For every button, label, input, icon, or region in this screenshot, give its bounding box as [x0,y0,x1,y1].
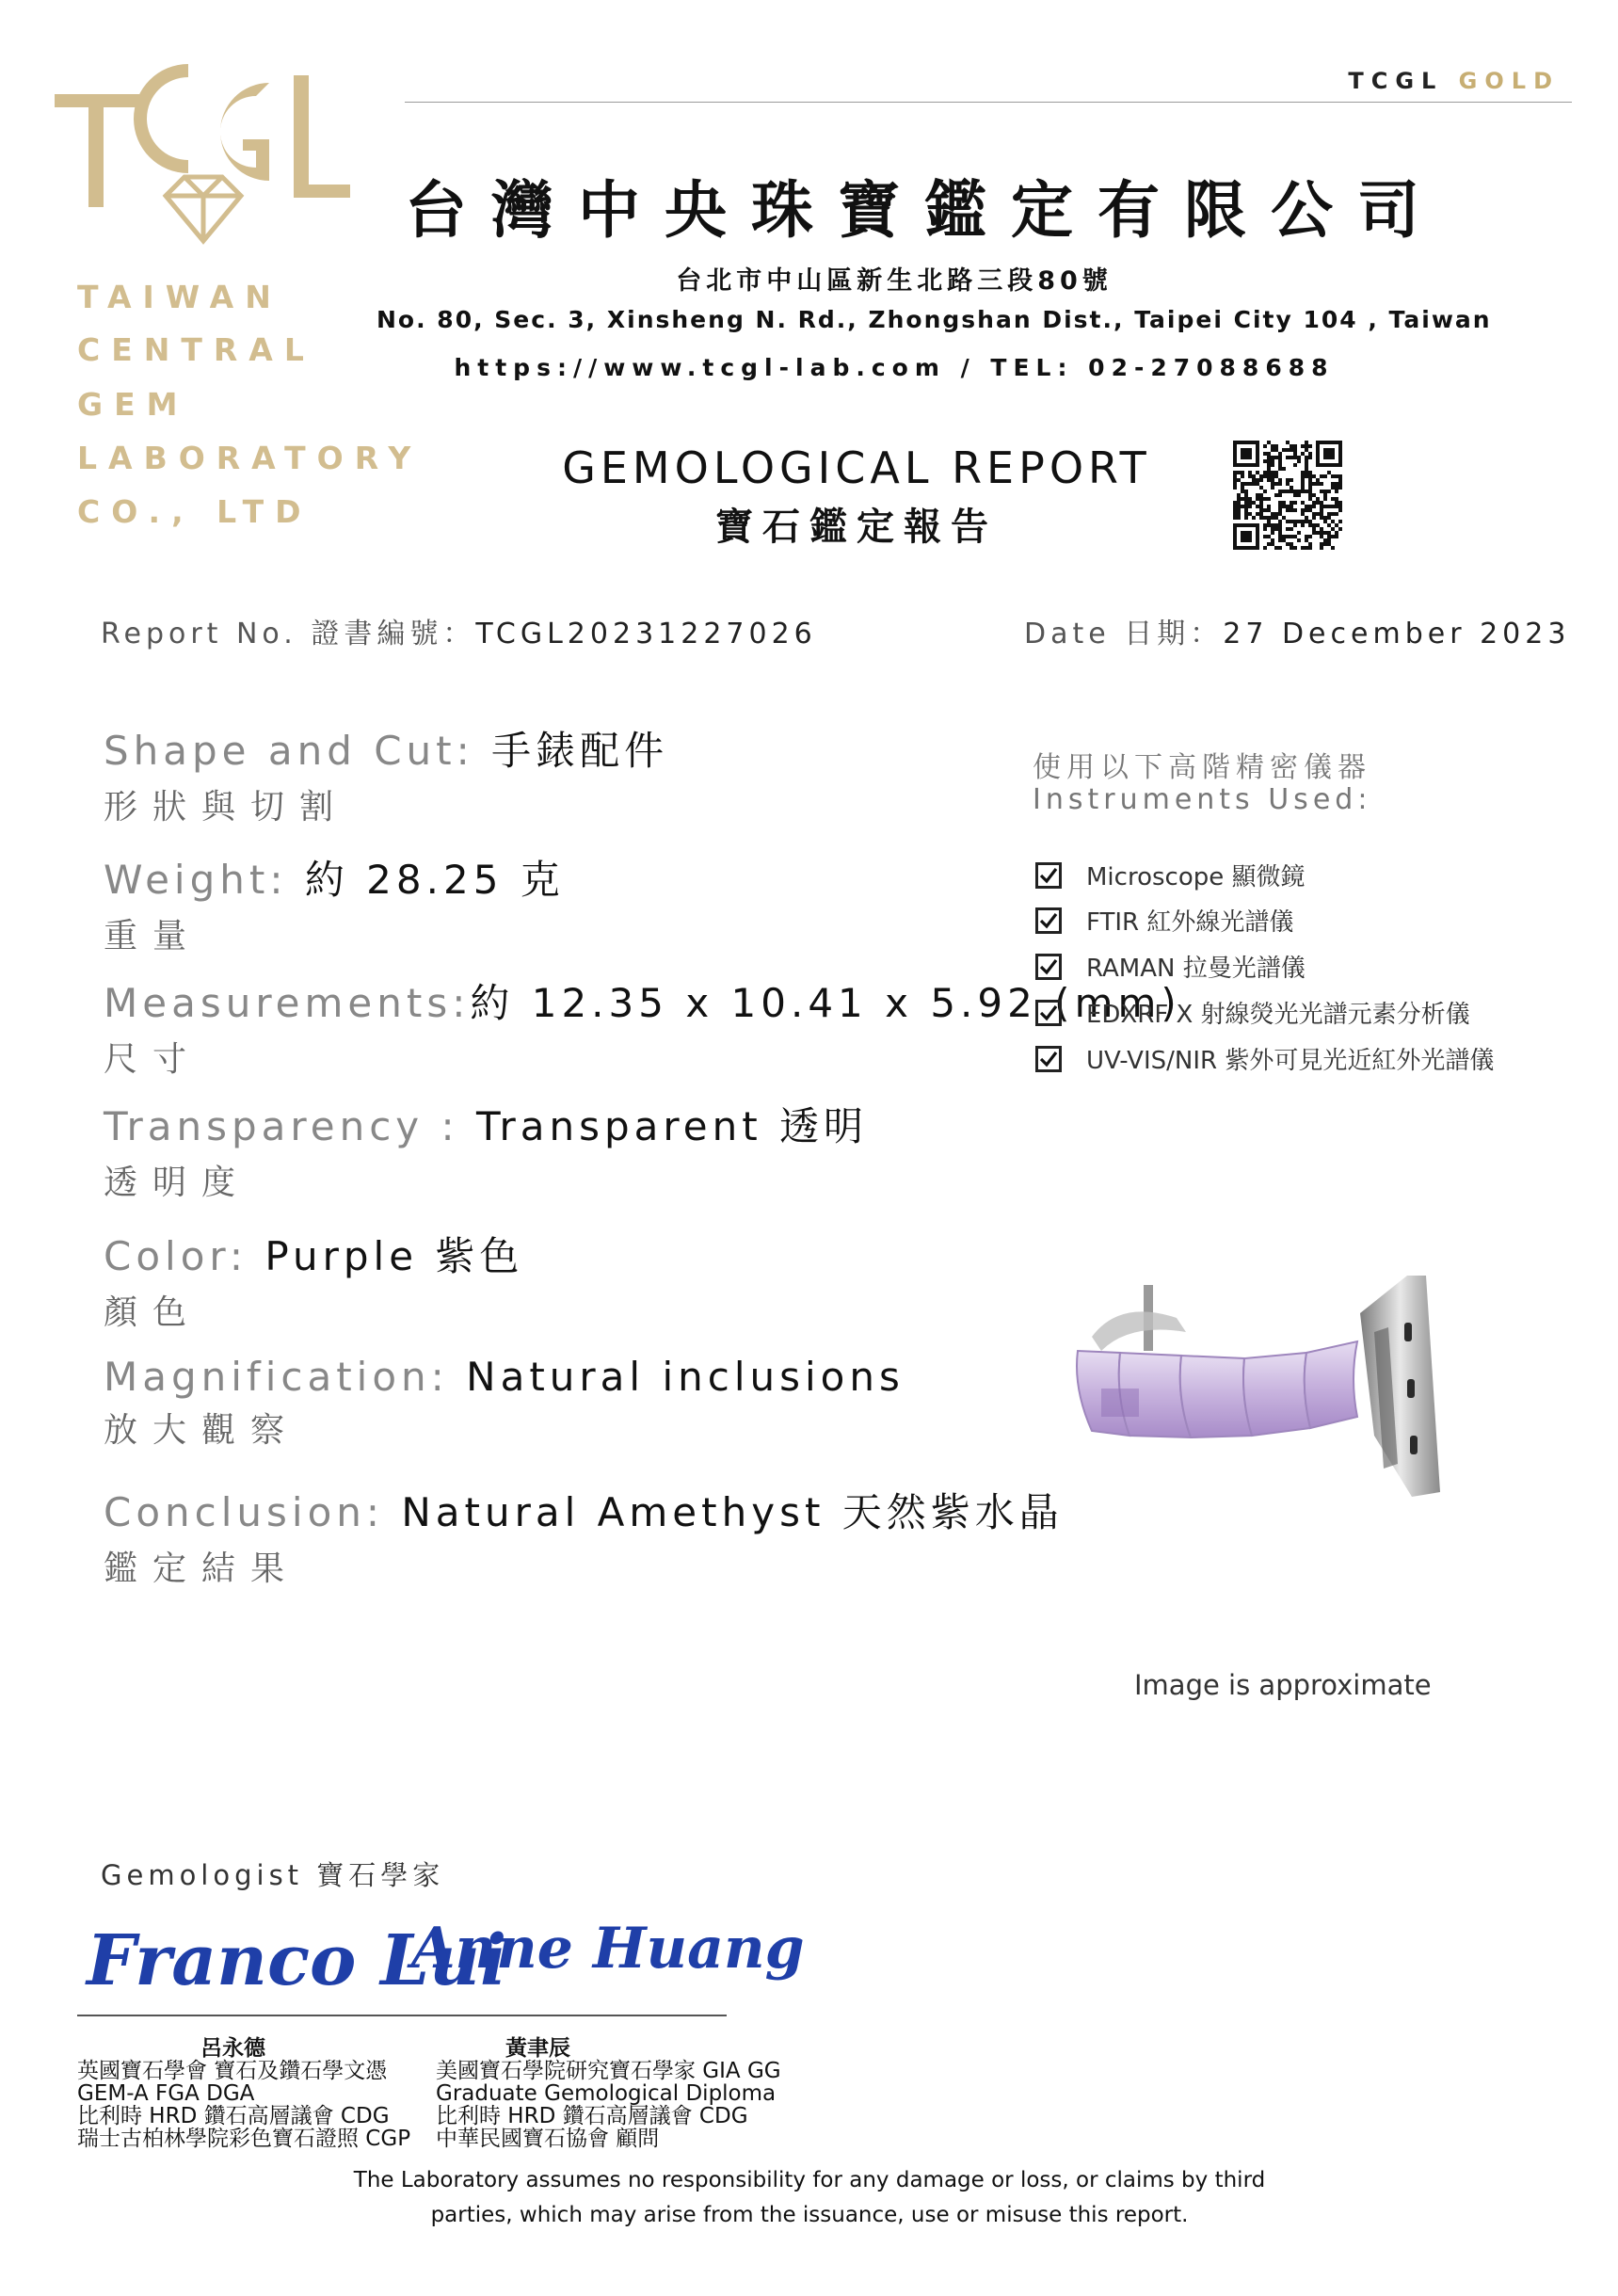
field-label: Weight: [104,857,305,903]
address-en: No. 80, Sec. 3, Xinsheng N. Rd., Zhongshan Dist., Taipei City 104 , Taiwan [376,306,1492,333]
field-label: Color: [104,1233,265,1279]
instrument-item [1035,949,1306,984]
field-value: Natural Amethyst 天然紫水晶 [401,1489,1064,1535]
credential-line: GEM-A FGA DGA [77,2081,255,2106]
checkbox-icon [1035,862,1062,889]
credential-line: 瑞士古柏林學院彩色寶石證照 CGP [77,2127,411,2151]
signer-credentials [77,2060,410,2150]
disclaimer-line: The Laboratory assumes no responsibility for any damage or loss, or claims by third [353,2168,1266,2192]
field-label-zh: 尺寸 [104,1040,202,1079]
report-number [101,610,817,651]
brand-tag-gold: GOLD [1458,68,1560,94]
field-label-zh: 重量 [104,917,202,955]
logo-line: CENTRAL [77,331,315,368]
field-label-zh: 放大觀察 [104,1411,300,1450]
field-weight [104,849,565,957]
instrument-label: FTIR 紅外線光譜儀 [1086,908,1294,937]
field-label-zh: 透明度 [104,1164,251,1202]
field-transparency [104,1096,868,1204]
report-date-value: 27 December 2023 [1223,618,1571,650]
signer-name: 黃聿辰 [505,2036,570,2061]
report-date [1024,610,1570,651]
field-label-zh: 鑑定結果 [104,1549,300,1588]
instrument-label: Microscope 顯微鏡 [1086,863,1306,891]
signer-name: 呂永德 [200,2036,265,2061]
header-rule [405,102,1572,103]
credential-line: 中華民國寶石協會 顧問 [436,2127,660,2151]
signatures [77,1900,805,2017]
tcgl-logo [47,56,358,245]
signature-franco-lui: Franco Lui [87,1920,507,2001]
instruments-title-zh: 使用以下高階精密儀器 [1033,751,1371,784]
credential-line: Graduate Gemological Diploma [436,2081,777,2106]
logo-line: GEM [77,386,189,423]
image-approximate-note: Image is approximate [1134,1669,1432,1701]
field-magnification [104,1354,905,1452]
signature-anne-huang: Anne Huang [411,1916,805,1982]
report-date-label: Date 日期： [1024,618,1224,650]
field-color [104,1226,523,1334]
logo-line: CO., LTD [77,493,312,530]
amethyst-watch-band-image [1064,1247,1497,1511]
disclaimer [311,2163,1308,2233]
instrument-item [1035,858,1306,892]
field-value: 手錶配件 [491,728,669,774]
checkbox-icon [1035,954,1062,980]
signer-credentials [436,2060,781,2150]
brand-tag-word: TCGL [1348,68,1444,94]
field-label-zh: 形狀與切割 [104,788,349,827]
instrument-label: EDXRF X 射線熒光光譜元素分析儀 [1086,1001,1470,1029]
field-value: 約 28.25 克 [304,857,565,903]
instrument-item [1035,995,1470,1030]
field-label: Magnification: [104,1354,467,1400]
field-value: Purple 紫色 [264,1233,524,1279]
field-conclusion [104,1482,1064,1590]
gemologist-label: Gemologist 寶石學家 [101,1859,445,1891]
company-name-zh: 台灣中央珠寶鑑定有限公司 [405,174,1444,247]
credential-line: 比利時 HRD 鑽石高層議會 CDG [436,2104,748,2128]
instrument-label: UV-VIS/NIR 紫外可見光近紅外光譜儀 [1086,1047,1495,1075]
brand-tag [1348,68,1560,94]
credential-line: 英國寶石學會 寶石及鑽石學文憑 [77,2059,388,2083]
field-label: Transparency : [104,1103,476,1149]
logo-line: LABORATORY [77,440,423,476]
field-value: Transparent 透明 [476,1103,869,1149]
report-number-value: TCGL20231227026 [475,618,817,650]
field-shape-cut [104,720,668,828]
instrument-label: RAMAN 拉曼光譜儀 [1086,955,1306,983]
address-zh: 台北市中山區新生北路三段80號 [676,266,1113,296]
contact-line: https://www.tcgl-lab.com / TEL: 02-27088688 [454,354,1335,381]
credential-line: 比利時 HRD 鑽石高層議會 CDG [77,2104,390,2128]
field-label: Conclusion: [104,1489,402,1535]
field-measurements [104,972,1181,1081]
checkbox-icon [1035,1046,1062,1072]
checkbox-icon [1035,1000,1062,1026]
field-value: 約 12.35 x 10.41 x 5.92 (mm) [470,980,1181,1026]
field-label: Measurements: [104,980,471,1026]
qr-code[interactable] [1233,441,1342,550]
disclaimer-line: parties, which may arise from the issuance, use or misuse this report. [430,2203,1189,2227]
instruments-title-en: Instruments Used: [1033,783,1372,816]
credential-line: 美國寶石學院研究寶石學家 GIA GG [436,2059,781,2083]
field-label-zh: 顏色 [104,1293,202,1332]
report-title-zh: 寶石鑑定報告 [715,506,998,549]
logo-line: TAIWAN [77,279,282,315]
instrument-item [1035,1041,1494,1076]
instrument-item [1035,903,1293,938]
signature-line [77,2015,727,2016]
report-number-label: Report No. 證書編號： [101,618,476,650]
field-value: Natural inclusions [466,1354,905,1400]
report-title-en: GEMOLOGICAL REPORT [562,442,1151,493]
field-label: Shape and Cut: [104,728,492,774]
checkbox-icon [1035,907,1062,934]
